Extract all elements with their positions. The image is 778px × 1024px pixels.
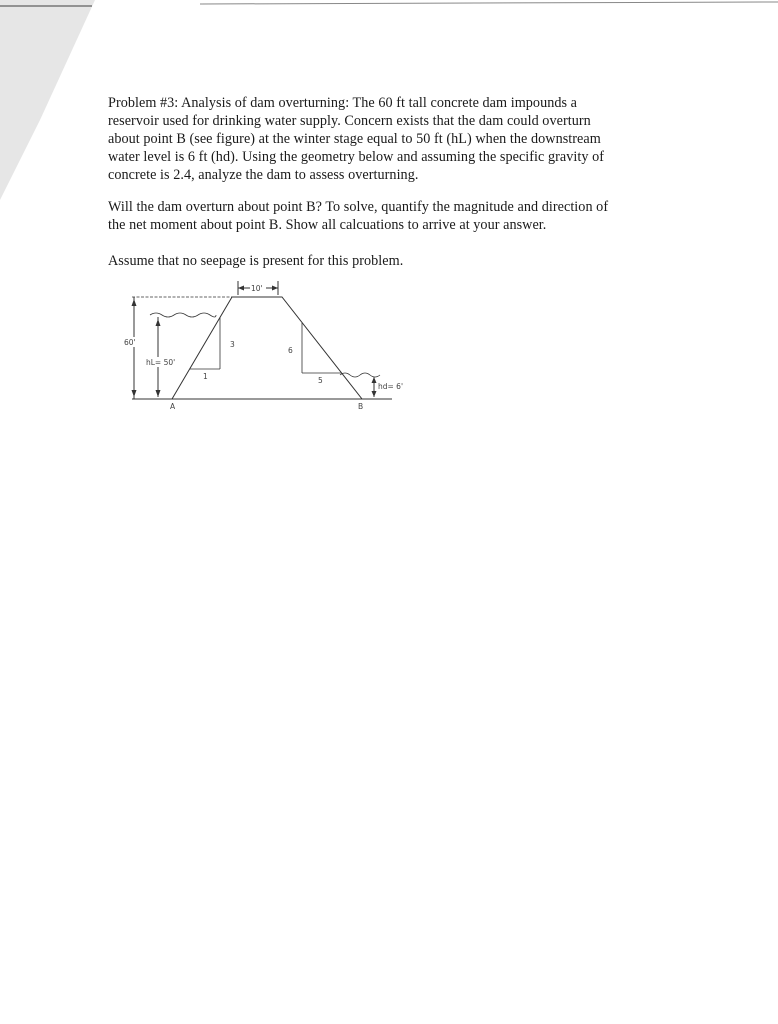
height-arrowhead-bottom [132,390,137,397]
left-slope-run-label: 1 [203,372,208,381]
upstream-water-surface [150,313,216,317]
top-width-arrowhead-right [272,286,278,291]
assumption-line-1: Assume that no seepage is present for this problem. [108,253,404,269]
downstream-water-surface [340,373,380,377]
question-line-1: Will the dam overturn about point B? To solve, quantify the magnitude and direction of [108,199,609,215]
assumption-paragraph [108,252,668,270]
downstream-level-label: hd= 6' [378,382,404,391]
problem-line-5: concrete is 2.4, analyze the dam to assess overturning. [108,167,419,183]
left-slope-rise-label: 3 [230,340,235,349]
downstream-arrowhead-top [372,377,377,383]
problem-line-4: water level is 6 ft (hd). Using the geometry below and assuming the specific gravity of [108,149,605,165]
dam-figure [120,275,420,425]
problem-statement [108,94,668,184]
upstream-level-label: hL= 50' [146,358,176,367]
point-a-label: A [170,402,176,411]
top-edge-line-right [200,2,778,4]
problem-line-3: about point B (see figure) at the winter stage equal to 50 ft (hL) when the downstream [108,131,601,147]
question-paragraph [108,198,668,234]
problem-line-2: reservoir used for drinking water supply. Concern exists that the dam could overturn [108,113,591,129]
left-edge-shadow [0,0,95,200]
height-label: 60' [124,338,136,347]
right-slope-rise-label: 6 [288,346,293,355]
height-arrowhead-top [132,299,137,306]
top-width-label: 10' [251,284,263,293]
problem-line-1: Problem #3: Analysis of dam overturning: The 60 ft tall concrete dam impounds a [108,95,578,111]
downstream-arrowhead-bottom [372,391,377,397]
top-width-arrowhead-left [238,286,244,291]
upstream-arrowhead-top [156,319,161,326]
point-b-label: B [358,402,364,411]
upstream-arrowhead-bottom [156,390,161,397]
question-line-2: the net moment about point B. Show all calcuations to arrive at your answer. [108,217,547,233]
right-slope-run-label: 5 [318,376,323,385]
dam-outline [172,297,362,399]
